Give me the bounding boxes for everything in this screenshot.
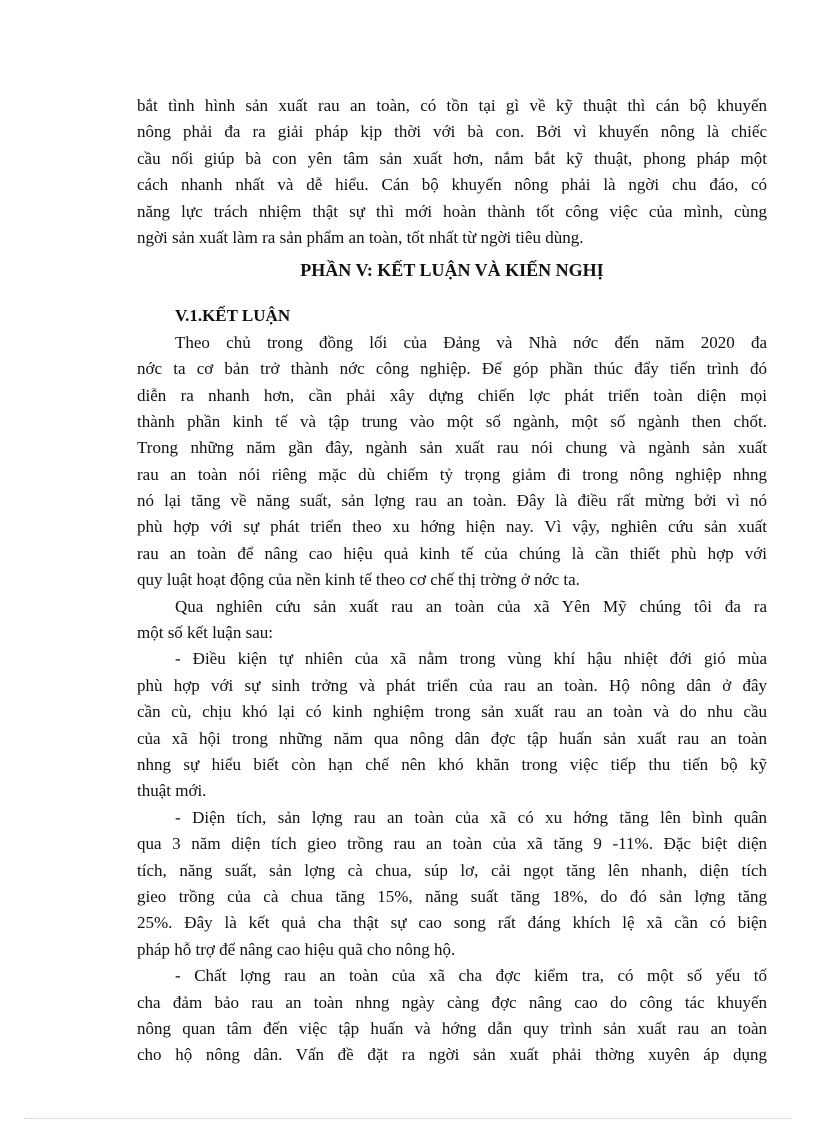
text-line: cha đảm bảo rau an toàn nhng ngày càng đợc nâng cao do công tác khuyến — [137, 992, 767, 1012]
subsection-title: V.1.KẾT LUẬN — [175, 306, 291, 326]
text-line: qua 3 năm diện tích gieo trồng rau an toàn của xã tăng 9 -11%. Đặc biệt diện — [137, 834, 767, 854]
text-line: nớc ta cơ bản trở thành nớc công nghiệp. Để góp phần thúc đẩy tiến trình đó — [137, 359, 767, 379]
text-line: rau an toàn nói riêng mặc dù chiếm tỷ trọng giảm đi trong nông nghiệp nhng — [137, 464, 767, 484]
spacer — [137, 285, 767, 303]
text-line: bắt tình hình sản xuất rau an toàn, có tồn tại gì về kỹ thuật thì cán bộ khuyến — [137, 96, 767, 115]
paragraph-context — [137, 330, 767, 594]
text-line: cần cù, chịu khó lại có kinh nghiệm trong sản xuất rau an toàn và do nhu cầu — [137, 702, 767, 722]
text-line: cầu nối giúp bà con yên tâm sản xuất hơn, nắm bắt kỹ thuật, phong pháp một — [137, 148, 767, 168]
paragraph-quality — [137, 963, 767, 1069]
text-line: 25%. Đây là kết quả cha thật sự cao song rất đáng khích lệ xã cần có biện — [137, 913, 767, 933]
text-line: nhng sự hiểu biết còn hạn chế nên khó khăn trong việc tiếp thu tiến bộ kỹ — [137, 754, 767, 774]
paragraph-natural-conditions — [137, 646, 767, 804]
text-line: tích, năng suất, sản lợng cà chua, súp lơ, cải ngọt tăng lên nhanh, diện tích — [137, 860, 767, 880]
text-line: thành phần kinh tế và tập trung vào một số ngành, một số ngành then chốt. — [137, 411, 767, 431]
text-line: thuật mới. — [137, 781, 207, 801]
text-line: cách nhanh nhất và dễ hiểu. Cán bộ khuyến nông phải là ngời chu đáo, có — [137, 175, 767, 195]
text-line: diễn ra nhanh hơn, cần phải xây dựng chiến lợc phát triển toàn diện mọi — [137, 385, 767, 405]
text-line: Qua nghiên cứu sản xuất rau an toàn của xã Yên Mỹ chúng tôi đa ra — [175, 596, 767, 616]
text-line: pháp hỗ trợ để nâng cao hiệu quã cho nông hộ. — [137, 939, 456, 959]
document-page — [137, 93, 767, 1069]
text-line: Trong những năm gần đây, ngành sản xuất rau nói chung và ngành sản xuất — [137, 438, 767, 458]
text-line: nông quan tâm đến việc tập huấn và hớng dẫn quy trình sản xuất rau an toàn — [137, 1018, 767, 1038]
text-line: nông phải đa ra giải pháp kịp thời với bà con. Bởi vì khuyến nông là chiếc — [137, 122, 767, 142]
text-line: - Chất lợng rau an toàn của xã cha đợc kiểm tra, có một số yếu tố — [175, 966, 767, 986]
paragraph-area-output — [137, 805, 767, 963]
text-line: phù hợp với sự phát triển theo xu hớng hiện nay. Vì vậy, nghiên cứu sản xuất — [137, 517, 767, 537]
intro-paragraph — [137, 93, 767, 251]
text-line: Theo chủ trong đồng lối của Đảng và Nhà nớc đến năm 2020 đa — [175, 332, 767, 352]
text-line: - Điều kiện tự nhiên của xã nằm trong vùng khí hậu nhiệt đới gió mùa — [175, 649, 767, 669]
text-line: gieo trồng của cà chua tăng 15%, năng suất tăng 18%, do đó sản lợng tăng — [137, 886, 767, 906]
text-line: của xã hội trong những năm qua nông dân đợc tập huấn sản xuất rau an toàn — [137, 728, 767, 748]
text-line: nó lại tăng về năng suất, sản lợng rau an toàn. Đây là điều rất mừng bởi vì nó — [137, 491, 767, 511]
paragraph-intro-conclusions — [137, 594, 767, 647]
text-line: quy luật hoạt động của nền kinh tế theo cơ chế thị trờng ở nớc ta. — [137, 570, 580, 590]
text-line: một số kết luận sau: — [137, 623, 273, 643]
text-line: rau an toàn để nâng cao hiệu quả kinh tế của chúng là cần thiết phù hợp với — [137, 543, 767, 563]
text-line: cho hộ nông dân. Vấn đề đặt ra ngời sản xuất phải thờng xuyên áp dụng — [137, 1045, 767, 1065]
page-footer-divider — [24, 1118, 792, 1119]
text-line: - Diện tích, sản lợng rau an toàn của xã có xu hớng tăng lên bình quân — [175, 807, 767, 827]
text-line: ngời sản xuất làm ra sản phẩm an toàn, tốt nhất từ ngời tiêu dùng. — [137, 227, 584, 247]
text-line: phù hợp với sự sinh trởng và phát triển của rau an toàn. Hộ nông dân ở đây — [137, 675, 767, 695]
section-title: PHẦN V: KẾT LUẬN VÀ KIẾN NGHỊ — [300, 260, 604, 281]
text-line: năng lực trách nhiệm thật sự thì mới hoàn thành tốt công việc của mình, cùng — [137, 201, 767, 221]
